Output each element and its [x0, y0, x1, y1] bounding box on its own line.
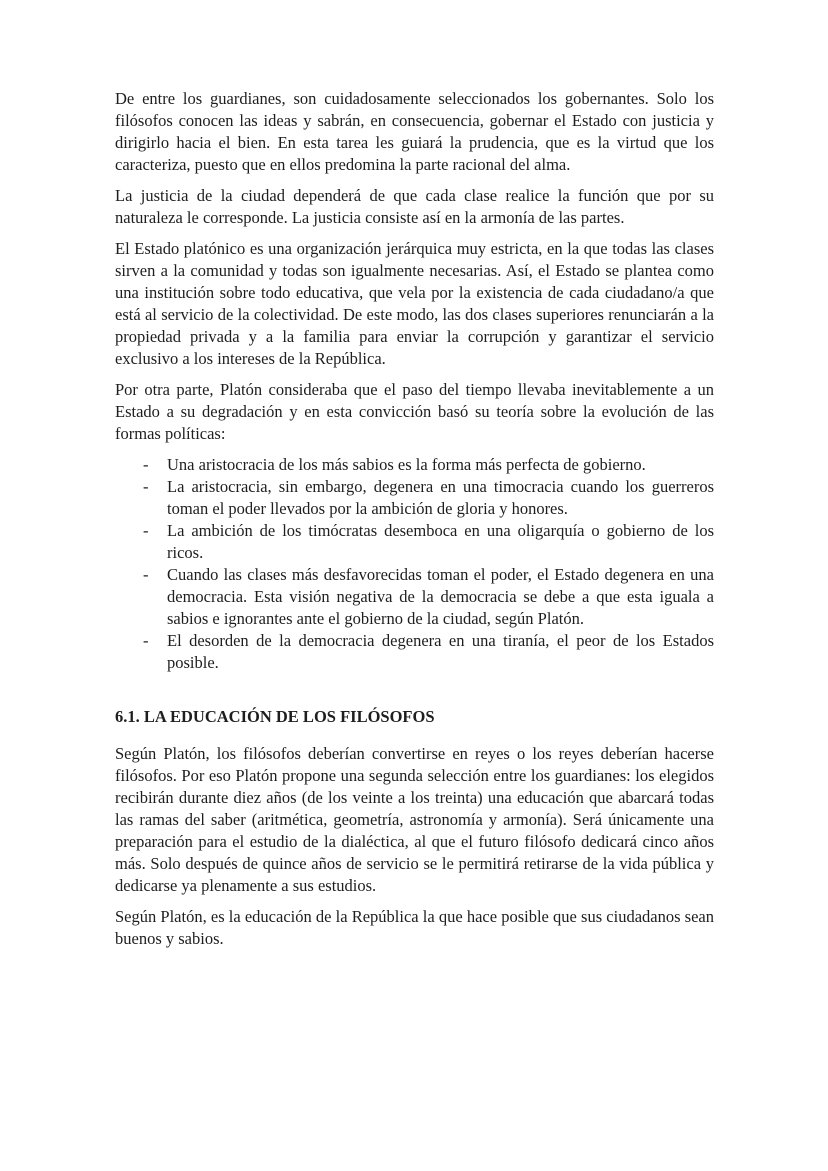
political-forms-list [115, 454, 714, 674]
dash-bullet: - [143, 521, 149, 540]
list-item-text: El desorden de la democracia degenera en una tiranía, el peor de los Estados posible. [167, 631, 714, 672]
list-item [115, 454, 714, 476]
paragraph-platonic-state: El Estado platónico es una organización jerárquica muy estricta, en la que todas las clases sirven a la comunidad y todas son igualmente necesarias. Así, el Estado se plantea como una institución sobre todo educativa, que vela por la existencia de cada ciudadano/a que está al servicio de la colectividad. De este modo, las dos clases superiores renunciarán a la propiedad privada y a la familia para enviar la corrupción y garantizar el servicio exclusivo a los intereses de la República. [115, 239, 714, 368]
paragraph-republic-education: Según Platón, es la educación de la República la que hace posible que sus ciudadanos sean buenos y sabios. [115, 907, 714, 948]
list-item-text: La aristocracia, sin embargo, degenera en una timocracia cuando los guerreros toman el poder llevados por la ambición de gloria y honores. [167, 477, 714, 518]
list-item-text: Una aristocracia de los más sabios es la forma más perfecta de gobierno. [167, 455, 646, 474]
list-item [115, 520, 714, 564]
paragraph-guardians-rulers: De entre los guardianes, son cuidadosamente seleccionados los gobernantes. Solo los filósofos conocen las ideas y sabrán, en consecuencia, gobernar el Estado con justicia y dirigirlo hacia el bien. En esta tarea les guiará la prudencia, que es la virtud que los caracteriza, puesto que en ellos predomina la parte racional del alma. [115, 89, 714, 174]
list-item-text: La ambición de los timócratas desemboca en una oligarquía o gobierno de los ricos. [167, 521, 714, 562]
paragraph-city-justice: La justicia de la ciudad dependerá de que cada clase realice la función que por su naturaleza le corresponde. La justicia consiste así en la armonía de las partes. [115, 186, 714, 227]
list-item-text: Cuando las clases más desfavorecidas toman el poder, el Estado degenera en una democracia. Esta visión negativa de la democracia se debe a que esta iguala a sabios e ignorantes ante el gobierno de la ciudad, según Platón. [167, 565, 714, 628]
list-item [115, 630, 714, 674]
section-heading-educacion-filosofos: 6.1. LA EDUCACIÓN DE LOS FILÓSOFOS [115, 707, 435, 726]
page-content [115, 88, 714, 959]
paragraph-philosopher-education: Según Platón, los filósofos deberían convertirse en reyes o los reyes deberían hacerse filósofos. Por eso Platón propone una segunda selección entre los guardianes: los elegidos recibirán durante diez años (de los veinte a los treinta) una educación que abarcará todas las ramas del saber (aritmética, geometría, astronomía y armonía). Será únicamente una preparación para el estudio de la dialéctica, al que el futuro filósofo dedicará cinco años más. Solo después de quince años de servicio se le permitirá retirarse de la vida pública y dedicarse ya plenamente a sus estudios. [115, 744, 714, 895]
dash-bullet: - [143, 631, 149, 650]
dash-bullet: - [143, 477, 149, 496]
paragraph-political-forms-intro: Por otra parte, Platón consideraba que el paso del tiempo llevaba inevitablemente a un Estado a su degradación y en esta convicción basó su teoría sobre la evolución de las formas políticas: [115, 380, 714, 443]
dash-bullet: - [143, 565, 149, 584]
list-item [115, 476, 714, 520]
dash-bullet: - [143, 455, 149, 474]
list-item [115, 564, 714, 630]
